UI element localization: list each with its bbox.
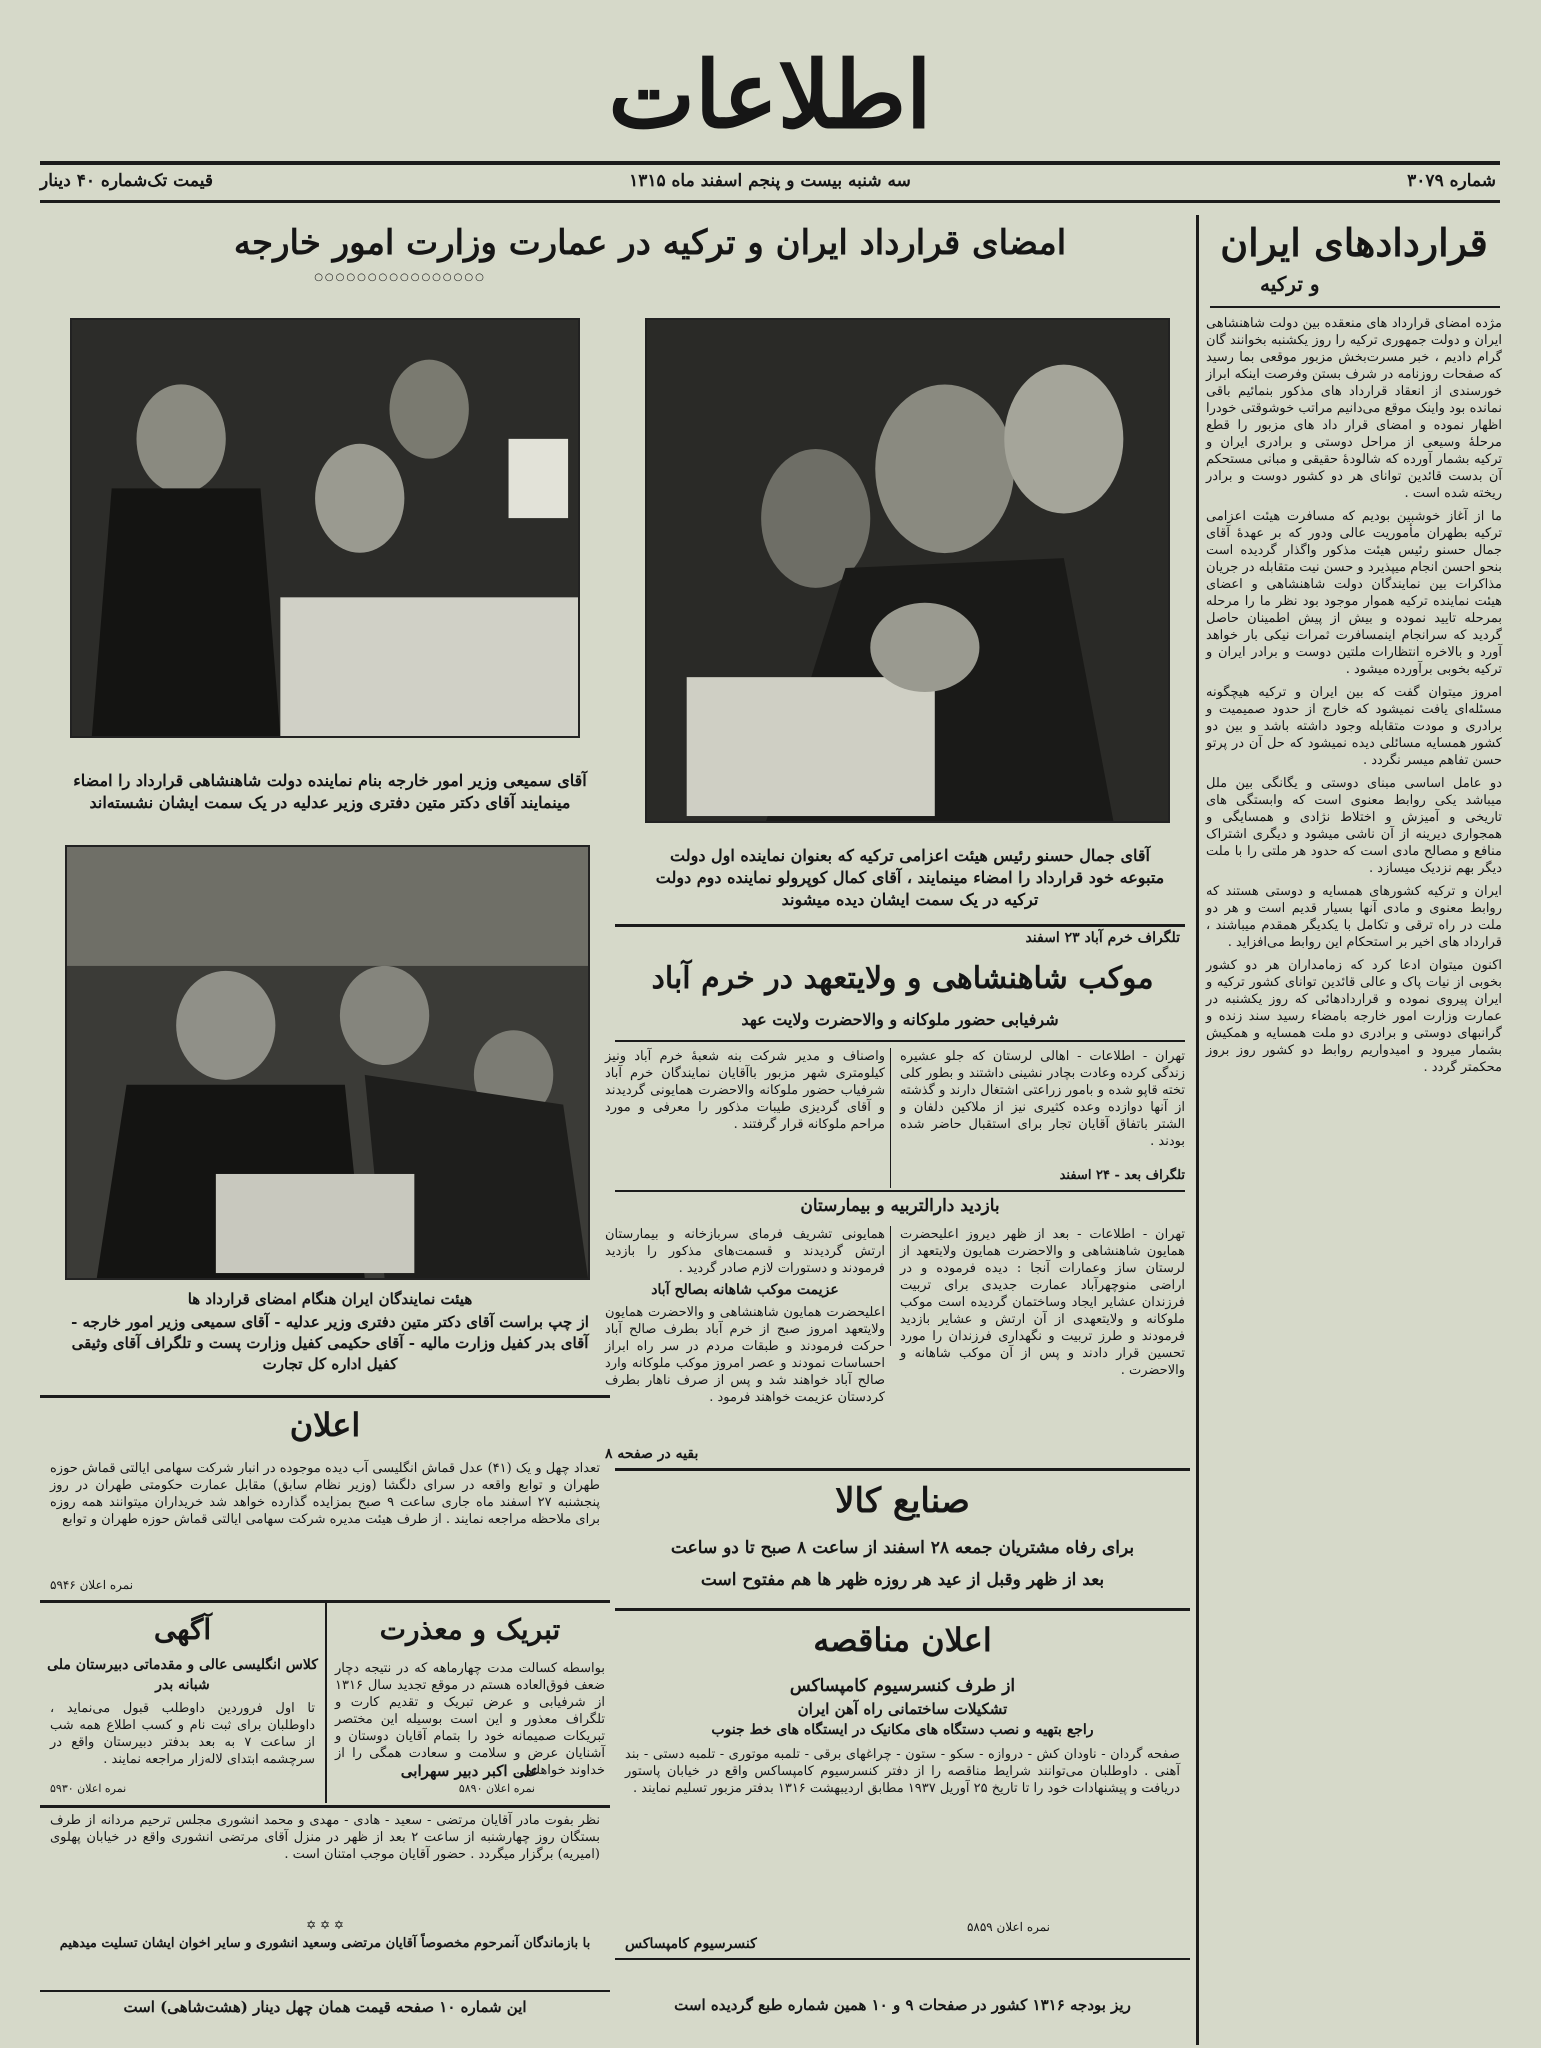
notice-subtitle: کلاس انگلیسی عالی و مقدماتی دبیرستان ملی شبانه بدر xyxy=(47,1657,318,1693)
congrats-text: بواسطه کسالت مدت چهارماهه که در نتیجه دچار ضعف فوق‌العاده هستم در موقع تجدید سال ۱۳۱۶ از شرفیابی و عرض تبریک و تقدیم کارت و تلگراف معذور و این است بوسیله این مختصر تبریکات صمیمانه خود را بتمام آقایان دوستان و آشنایان عرض و سلامت و سعادت همگی را از خداوند خواهانم . xyxy=(335,1661,605,1778)
photo-iranian-delegation xyxy=(65,845,590,1280)
procession-continued: بقیه در صفحه ۸ xyxy=(605,1446,699,1462)
rule-visit-top xyxy=(615,1190,1185,1192)
goods-line2: بعد از ظهر وقبل از عید هر روزه ظهر ها هم مفتوح است xyxy=(700,1570,1105,1590)
tender-signature: کنسرسیوم کامپساکس xyxy=(625,1936,757,1952)
tender-title: اعلان مناقصه xyxy=(813,1621,992,1659)
rule-pages-note xyxy=(40,1990,610,1992)
procession-col-divider xyxy=(890,1048,891,1188)
column-article-paragraph: ایران و ترکیه کشورهای همسایه و دوستی هستند که روابط معنوی و مادی آنها بسیار قدیم است و هر دو ملت در راه ترقی و تکامل با یکدیگر همقدم میباشند ، قرارداد های اخیر بر استحکام این روابط می‌افزاید . xyxy=(1206,884,1502,950)
column-article-paragraph: مژده امضای قرارداد های منعقده بین دولت شاهنشاهی ایران و دولت جمهوری ترکیه را روز یکشنبه بخوانند گان گرام دادیم ، خبر مسرت‌بخش مزبور موقعی بما رسید که صفحات روزنامه در شرف بستن وفرصت اینکه ابراز خورسندی از انعقاد قرارداد های مذکور بنمائیم باقی نمانده بود واینک موقع می‌دانیم مراتب خوشوقتی خودرا اظهار نموده و امضای قرار داد های مزبور را قطع مرحلهٔ وسیعی از مراحل دوستی و برادری ایران و ترکیه بشمار آورده که شالودهٔ حقیقی و مبانی مستحکم آن بدست قائدین توانای هر دو کشور دوست و برادر ریخته شده است . xyxy=(1206,316,1502,501)
visit-col-right: تهران - اطلاعات - بعد از ظهر دیروز اعلیحضرت همایون شاهنشاهی و والاحضرت همایون ولایتعهد از لرستان ساز وعمارات آنجا : دیده فرموده و در اراضی منوچهرآباد عمارت جدیدی برای تربیت فرزندان عشایر ایجاد وساختمان گردیده است موکب ملوکانه و ولایتعهدی از آن ارتش و عشایر بازدید فرمودند و طرز تربیت و نگهداری فرزندان را مورد تحسین قرار دادند و پس از آن موکب شاهانه و والاحضرت . xyxy=(900,1227,1185,1378)
rule-procession-top xyxy=(615,924,1185,927)
rule-goods-top xyxy=(615,1468,1190,1471)
rule-procession-sub xyxy=(615,1040,1185,1042)
column-divider xyxy=(1196,215,1199,2045)
departure-text: اعلیحضرت همایون شاهنشاهی و والاحضرت همایون ولایتعهد امروز صبح از خرم آباد بطرف صالح آباد حرکت فرمودند و طبقات مردم در سر راه ابراز احساسات نمودند و عصر امروز موکب ملوکانه وارد صالح آباد خواهند شد و پس از صرف ناهار بطرف کردستان عزیمت خواهند فرمود . xyxy=(605,1305,885,1405)
goods-line1: برای رفاه مشتریان جمعه ۲۸ اسفند از ساعت ۸ صبح تا دو ساعت xyxy=(670,1538,1135,1558)
photo-caption-delegation-title: هیئت نمایندگان ایران هنگام امضای قرارداد ها xyxy=(187,1290,473,1308)
goods-title: صنایع کالا xyxy=(835,1481,970,1521)
masthead-title: اطلاعات xyxy=(608,41,932,149)
procession-headline: موکب شاهنشاهی و ولایتعهد در خرم آباد xyxy=(651,961,1154,996)
budget-note: ریز بودجه ۱۳۱۶ کشور در صفحات ۹ و ۱۰ همین شماره طبع گردیده است xyxy=(674,1996,1131,2014)
rule-condolence-top xyxy=(40,1805,610,1808)
announcement-number: نمره اعلان ۵۹۴۶ xyxy=(50,1578,134,1592)
ads-divider xyxy=(325,1603,327,1803)
photo-caption-iranian-minister: آقای سمیعی وزیر امور خارجه بنام نماینده دولت شاهنشاهی قرارداد را امضاء مینمایند آقای دکتر متین دفتری وزیر عدلیه در یک سمت ایشان نشسته‌اند xyxy=(73,771,587,812)
masthead-rule-top xyxy=(40,161,1500,165)
notice-text: تا اول فروردین داوطلب قبول می‌نماید ، داوطلبان برای ثبت نام و کسب اطلاع همه شب از ساعت ۷ به بعد بدفتر دبیرستان واقع در سرچشمه ابتدای لاله‌زار مراجعه نمایند . xyxy=(50,1701,316,1767)
tender-org2: تشکیلات ساختمانی راه آهن ایران xyxy=(797,1700,1008,1718)
notice-number: نمره اعلان ۵۹۳۰ xyxy=(50,1782,127,1795)
photo-signing-turkish-delegate xyxy=(645,318,1170,823)
photo-caption-turkish-delegate: آقای جمال حسنو رئیس هیئت اعزامی ترکیه که بعنوان نماینده اول دولت متبوعه خود قرارداد را امضاء مینمایند ، آقای کمال کوپرولو نماینده دوم دولت ترکیه در یک سمت ایشان دیده میشوند xyxy=(655,846,1165,909)
visit-col-divider xyxy=(890,1226,891,1346)
column-article-paragraph: دو عامل اساسی مبنای دوستی و یگانگی بین ملل میباشد یکی روابط معنوی است که وابستگی های تاریخی و آمیزش و اختلاط نژادی و همسایگی و همجواری دیرینه از آن ناشی میشود و دیگری اشتراک منافع و مصالح مادی است که حدود هر ملتی را با ملت دیگر بهم نزدیک میسازد . xyxy=(1206,776,1502,876)
tender-number: نمره اعلان ۵۸۵۹ xyxy=(966,1920,1050,1934)
dateline-issue: شماره ۳۰۷۹ xyxy=(1407,171,1496,191)
condolence-footer: با بازماندگان آنمرحوم مخصوصاً آقایان مرتضی وسعید انشوری و سایر اخوان ایشان تسلیت میدهیم xyxy=(59,1936,591,1951)
congrats-title: تبریک و معذرت xyxy=(379,1613,561,1646)
pages-note: این شماره ۱۰ صفحه قیمت همان چهل دینار (هشت‌شاهی) است xyxy=(123,1998,527,2016)
congrats-number: نمره اعلان ۵۸۹۰ xyxy=(458,1782,535,1795)
column-article-paragraph: امروز میتوان گفت که بین ایران و ترکیه هیچگونه مسئله‌ای یافت نمیشود که خارج از حدود صمیمیت و برادری و مودت متقابله وجود داشته باشد و بین دو کشور همسایه مسائلی دیده نمیشود که حل آن در پرتو حسن تفاهم میسر نگردد . xyxy=(1206,685,1502,768)
rule-announcement-top xyxy=(40,1395,610,1398)
rule-budget xyxy=(615,1958,1190,1960)
dateline-date: سه شنبه بیست و پنجم اسفند ماه ۱۳۱۵ xyxy=(629,171,911,191)
column-article-paragraph: اکنون میتوان ادعا کرد که زمامداران هر دو کشور بخوبی از نیات پاک و عالی قائدین توانای کشور ترکیه و ایران پیروی نموده و قراردادهائی که روز یکشنبه در عمارت وزارت امور خارجه بامضاء رسید سند زنده و گرانبهای دوستی و برادری دو ملت همسایه و همکیش بشمار میرود و امیدواریم روابط دو کشور روز بروز محکمتر گردد . xyxy=(1206,958,1502,1075)
procession-col-right: تهران - اطلاعات - اهالی لرستان که جلو عشیره زندگی کرده وعادت بچادر نشینی داشتند و بطور کلی تخته قاپو شده و بامور زراعتی اشتغال دارند و گذشته از آنها دوازده وعده کثیری نیز از ملاکین دلفان و الشتر باتفاق آقایان تجار برای استقبال حاضر شده بودند . xyxy=(900,1049,1185,1149)
column-article-subtitle: و ترکیه xyxy=(1260,272,1320,296)
visit-col-left: همایونی تشریف فرمای سربازخانه و بیمارستان ارتش گردیدند و قسمت‌های مذکور را بازدید فرمودند و دستورات لازم صادر گردید . xyxy=(605,1227,885,1276)
congrats-signature: علی اکبر دبیر سهرابی xyxy=(400,1762,540,1780)
procession-subhead: شرفیابی حضور ملوکانه و والاحضرت ولایت عهد xyxy=(741,1010,1059,1029)
condolence-ornament: ✡ ✡ ✡ xyxy=(306,1918,344,1932)
main-headline: امضای قرارداد ایران و ترکیه در عمارت وزارت امور خارجه xyxy=(233,223,1067,263)
column-article-title: قراردادهای ایران xyxy=(1220,220,1488,265)
tender-subject: راجع بتهیه و نصب دستگاه های مکانیک در ایستگاه های خط جنوب xyxy=(711,1722,1094,1738)
visit-title: بازدید دارالتربیه و بیمارستان xyxy=(800,1196,1000,1216)
notice-title: آگهی xyxy=(153,1613,212,1646)
condolence-text: نظر بفوت مادر آقایان مرتضی - سعید - هادی - مهدی و محمد انشوری مجلس ترحیم مردانه از طرف بستگان روز چهارشنبه از ساعت ۲ بعد از ظهر در منزل آقای مرتضی انشوری واقع در خیابان پهلوی (امیریه) برگزار میگردد . حضور آقایان موجب امتنان است . xyxy=(50,1813,600,1862)
procession-telegraph-2: تلگراف بعد - ۲۴ اسفند xyxy=(1059,1168,1185,1183)
dateline-price: قیمت تک‌شماره ۴۰ دینار xyxy=(40,171,213,191)
rule-tender-top xyxy=(615,1608,1190,1611)
tender-org: از طرف کنسرسیوم کامپساکس xyxy=(789,1676,1016,1696)
column-article-underline xyxy=(1210,306,1500,308)
procession-telegraph: تلگراف خرم آباد ۲۳ اسفند xyxy=(1025,930,1180,946)
procession-col-left: واصناف و مدیر شرکت بنه شعبهٔ خرم آباد ونیز کیلومتری شهر مزبور باآقایان نمایندگان خرم آباد شرفیاب حضور ملوکانه والاحضرت همایونی گردیدند و آقای گردیزی طیبات مذکور را معرفی و مورد مراحم ملوکانه قرار گرفتند . xyxy=(605,1049,885,1132)
photo-caption-delegation: از چپ براست آقای دکتر متین دفتری وزیر عدلیه - آقای سمیعی وزیر امور خارجه - آقای بدر کفیل وزارت مالیه - آقای حکیمی کفیل وزارت پست و تلگراف آقای وثیقی کفیل اداره کل تجارت xyxy=(71,1313,589,1373)
departure-title: عزیمت موکب شاهانه بصالح آباد xyxy=(651,1282,839,1298)
tender-text: صفحه گردان - ناودان کش - دروازه - سکو - ستون - چراغهای برقی - تلمبه موتوری - تلمبه دستی - بند آهنی . داوطلبان می‌توانند شرایط مناقصه را از دفتر کنسرسیوم کامپساکس واقع در خیابان پاستور دریافت و پیشنهادات خود را تا تاریخ ۲۵ آوریل ۱۹۳۷ مطابق اردیبهشت ۱۳۱۶ بدفتر مزبور تسلیم نمایند . xyxy=(625,1747,1180,1796)
column-article-paragraph: ما از آغاز خوشبین بودیم که مسافرت هیئت اعزامی ترکیه بطهران مأموریت عالی ودور که بر عهدهٔ آقای جمال حسنو رئیس هیئت مذکور واگذار گردیده است بنحو احسن انجام میپذیرد و حسن نیت متقابله در جریان مذاکرات بین نمایندگان دولت شاهنشاهی و اعضای هیئت نماینده ترکیه هموار موجود بود نظر ما را مرحله بمرحله تایید نموده و بیش از پیش اطمینان حاصل گردید که سرانجام اینمسافرت ثمرات نیکی بار خواهد آورد و بالاخره انتظارات ملتین دوست و برادر ایران و ترکیه بخوبی برآورده میشود . xyxy=(1206,509,1502,677)
masthead-rule-bottom xyxy=(40,200,1500,203)
announcement-text: تعداد چهل و یک (۴۱) عدل قماش انگلیسی آب دیده موجوده در انبار شرکت سهامی ایالتی قماش حوزه طهران و توابع واقعه در سرای دلگشا (وزیر نظام سابق) مقابل عمارت حکومتی طهران در روز پنجشنبه ۲۷ اسفند ماه جاری ساعت ۹ صبح بمزایده گذارده خواهد شد خریداران میتوانند همه روزه برای ملاحظه مراجعه نمایند . از طرف هیئت مدیره شرکت سهامی ایالتی قماش حوزه طهران و توابع xyxy=(50,1461,600,1527)
column-article-body xyxy=(1206,315,1502,2035)
announcement-title: اعلان xyxy=(289,1406,361,1444)
headline-ornament: ○○○○○○○○○○○○○○○○ xyxy=(314,272,486,283)
photo-signing-iranian-minister xyxy=(70,318,580,738)
